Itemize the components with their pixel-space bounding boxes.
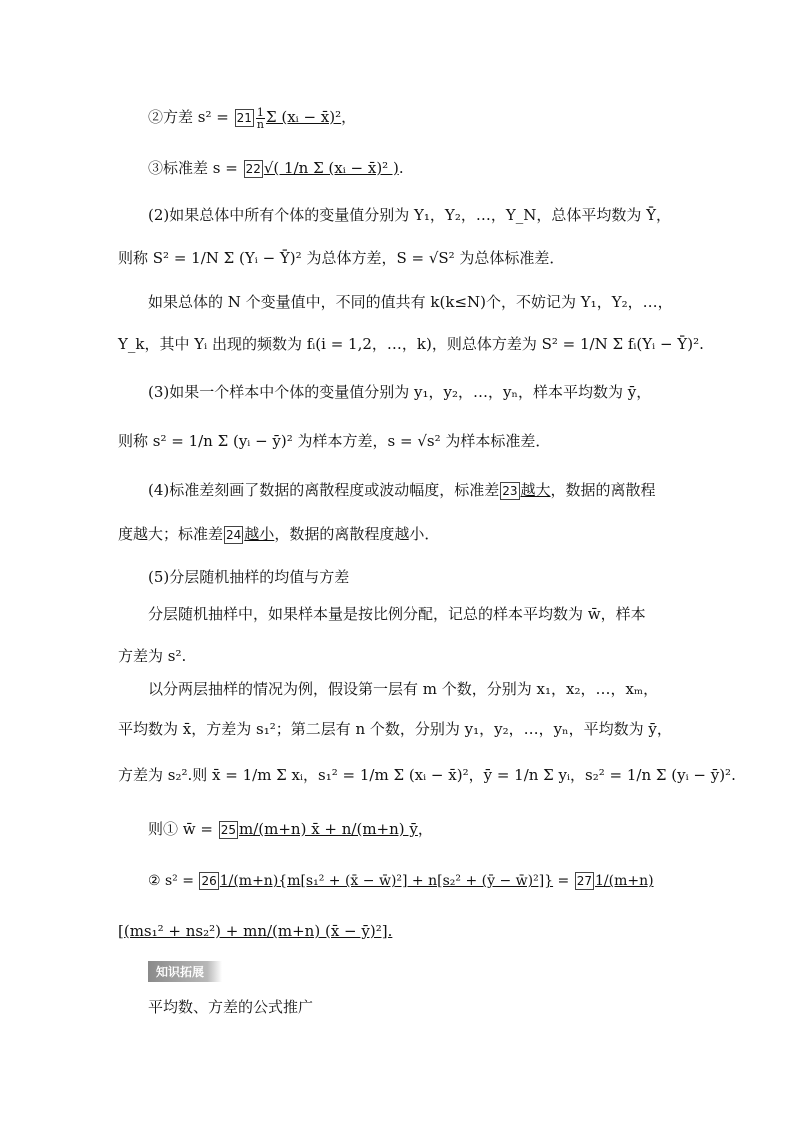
para-line [118, 523, 439, 545]
para-line: 方差为 s². [118, 647, 187, 665]
para-line: 以分两层抽样的情况为例，假设第一层有 m 个数，分别为 x₁，x₂，…，xₘ， [148, 680, 659, 698]
answer-box-26: 26 [201, 874, 217, 888]
text: . [398, 159, 404, 177]
variance-formula-cont [118, 920, 392, 942]
answer-box-22: 22 [245, 162, 261, 176]
formula: [(ms₁² + ns₂²) + mn/(m+n) (x̄ − ȳ)²]. [118, 922, 393, 940]
formula: m/(m+n) x̄ + n/(m+n) ȳ [239, 820, 418, 838]
denominator: n [256, 117, 264, 131]
answer: 越小 [244, 525, 275, 543]
formula: Σ (xᵢ − x̄)² [265, 108, 342, 126]
text: (4)标准差刻画了数据的离散程度或波动幅度，标准差 [148, 481, 500, 499]
para-line: 则称 s² = 1/n Σ (yᵢ − ȳ)² 为样本方差，s = √s² 为样本标准差． [118, 432, 551, 450]
para-line: Y_k，其中 Yᵢ 出现的频数为 fᵢ(i = 1,2，…，k)，则总体方差为 S² = 1/N Σ fᵢ(Yᵢ − Ȳ)². [118, 335, 704, 353]
formula: √( 1/n Σ (xᵢ − x̄)² ) [263, 159, 399, 177]
para-line: 方差为 s₂².则 x̄ = 1/m Σ xᵢ，s₁² = 1/m Σ (xᵢ − x̄)²，ȳ = 1/n Σ yᵢ，s₂² = 1/n Σ (yᵢ − ȳ)². [118, 766, 736, 784]
formula: 1/(m+n) [594, 873, 654, 889]
section-heading: (5)分层随机抽样的均值与方差 [148, 568, 350, 586]
text: ③标准差 s = [148, 159, 243, 177]
para-line: (2)如果总体中所有个体的变量值分别为 Y₁，Y₂，…，Y_N，总体平均数为 Ȳ， [148, 206, 672, 224]
formula: 1/(m+n){m[s₁² + (x̄ − w̄)²] + n[s₂² + (ȳ − w̄)²]} [219, 873, 554, 889]
text: ②方差 s² = [148, 108, 234, 126]
answer-box-23: 23 [502, 484, 518, 498]
answer: 越大 [520, 481, 551, 499]
answer-box-21: 21 [236, 111, 252, 125]
text: 则① w̄ = [148, 820, 218, 838]
mean-formula-line [148, 818, 433, 840]
para-line: 则称 S² = 1/N Σ (Yᵢ − Ȳ)² 为总体方差，S = √S² 为总体标准差． [118, 249, 565, 267]
text: ② s² = [148, 873, 199, 889]
text: ， [341, 108, 357, 126]
numerator: 1 [256, 105, 264, 119]
text: ，数据的离散程度越小． [274, 525, 440, 543]
text: ，数据的离散程 [550, 481, 656, 499]
text: ， [417, 820, 433, 838]
para-line [148, 479, 656, 501]
para-line: 平均数为 x̄，方差为 s₁²；第二层有 n 个数，分别为 y₁，y₂，…，yₙ，平均数为 ȳ， [118, 720, 672, 738]
variance-line [148, 106, 356, 130]
text: 度越大；标准差 [118, 525, 224, 543]
answer-box-25: 25 [220, 823, 236, 837]
para-line: (3)如果一个样本中个体的变量值分别为 y₁，y₂，…，yₙ，样本平均数为 ȳ， [148, 383, 652, 401]
std-line [148, 157, 404, 179]
variance-formula-line [148, 870, 654, 892]
para-line: 平均数、方差的公式推广 [148, 998, 314, 1016]
fraction [256, 107, 265, 130]
knowledge-extension-tag: 知识拓展 [148, 961, 222, 982]
para-line: 如果总体的 N 个变量值中，不同的值共有 k(k≤N)个，不妨记为 Y₁，Y₂，…， [148, 293, 673, 311]
answer-box-24: 24 [226, 528, 242, 542]
answer-box-27: 27 [576, 874, 592, 888]
text: = [553, 873, 574, 889]
para-line: 分层随机抽样中，如果样本量是按比例分配，记总的样本平均数为 w̄，样本 [148, 605, 646, 623]
